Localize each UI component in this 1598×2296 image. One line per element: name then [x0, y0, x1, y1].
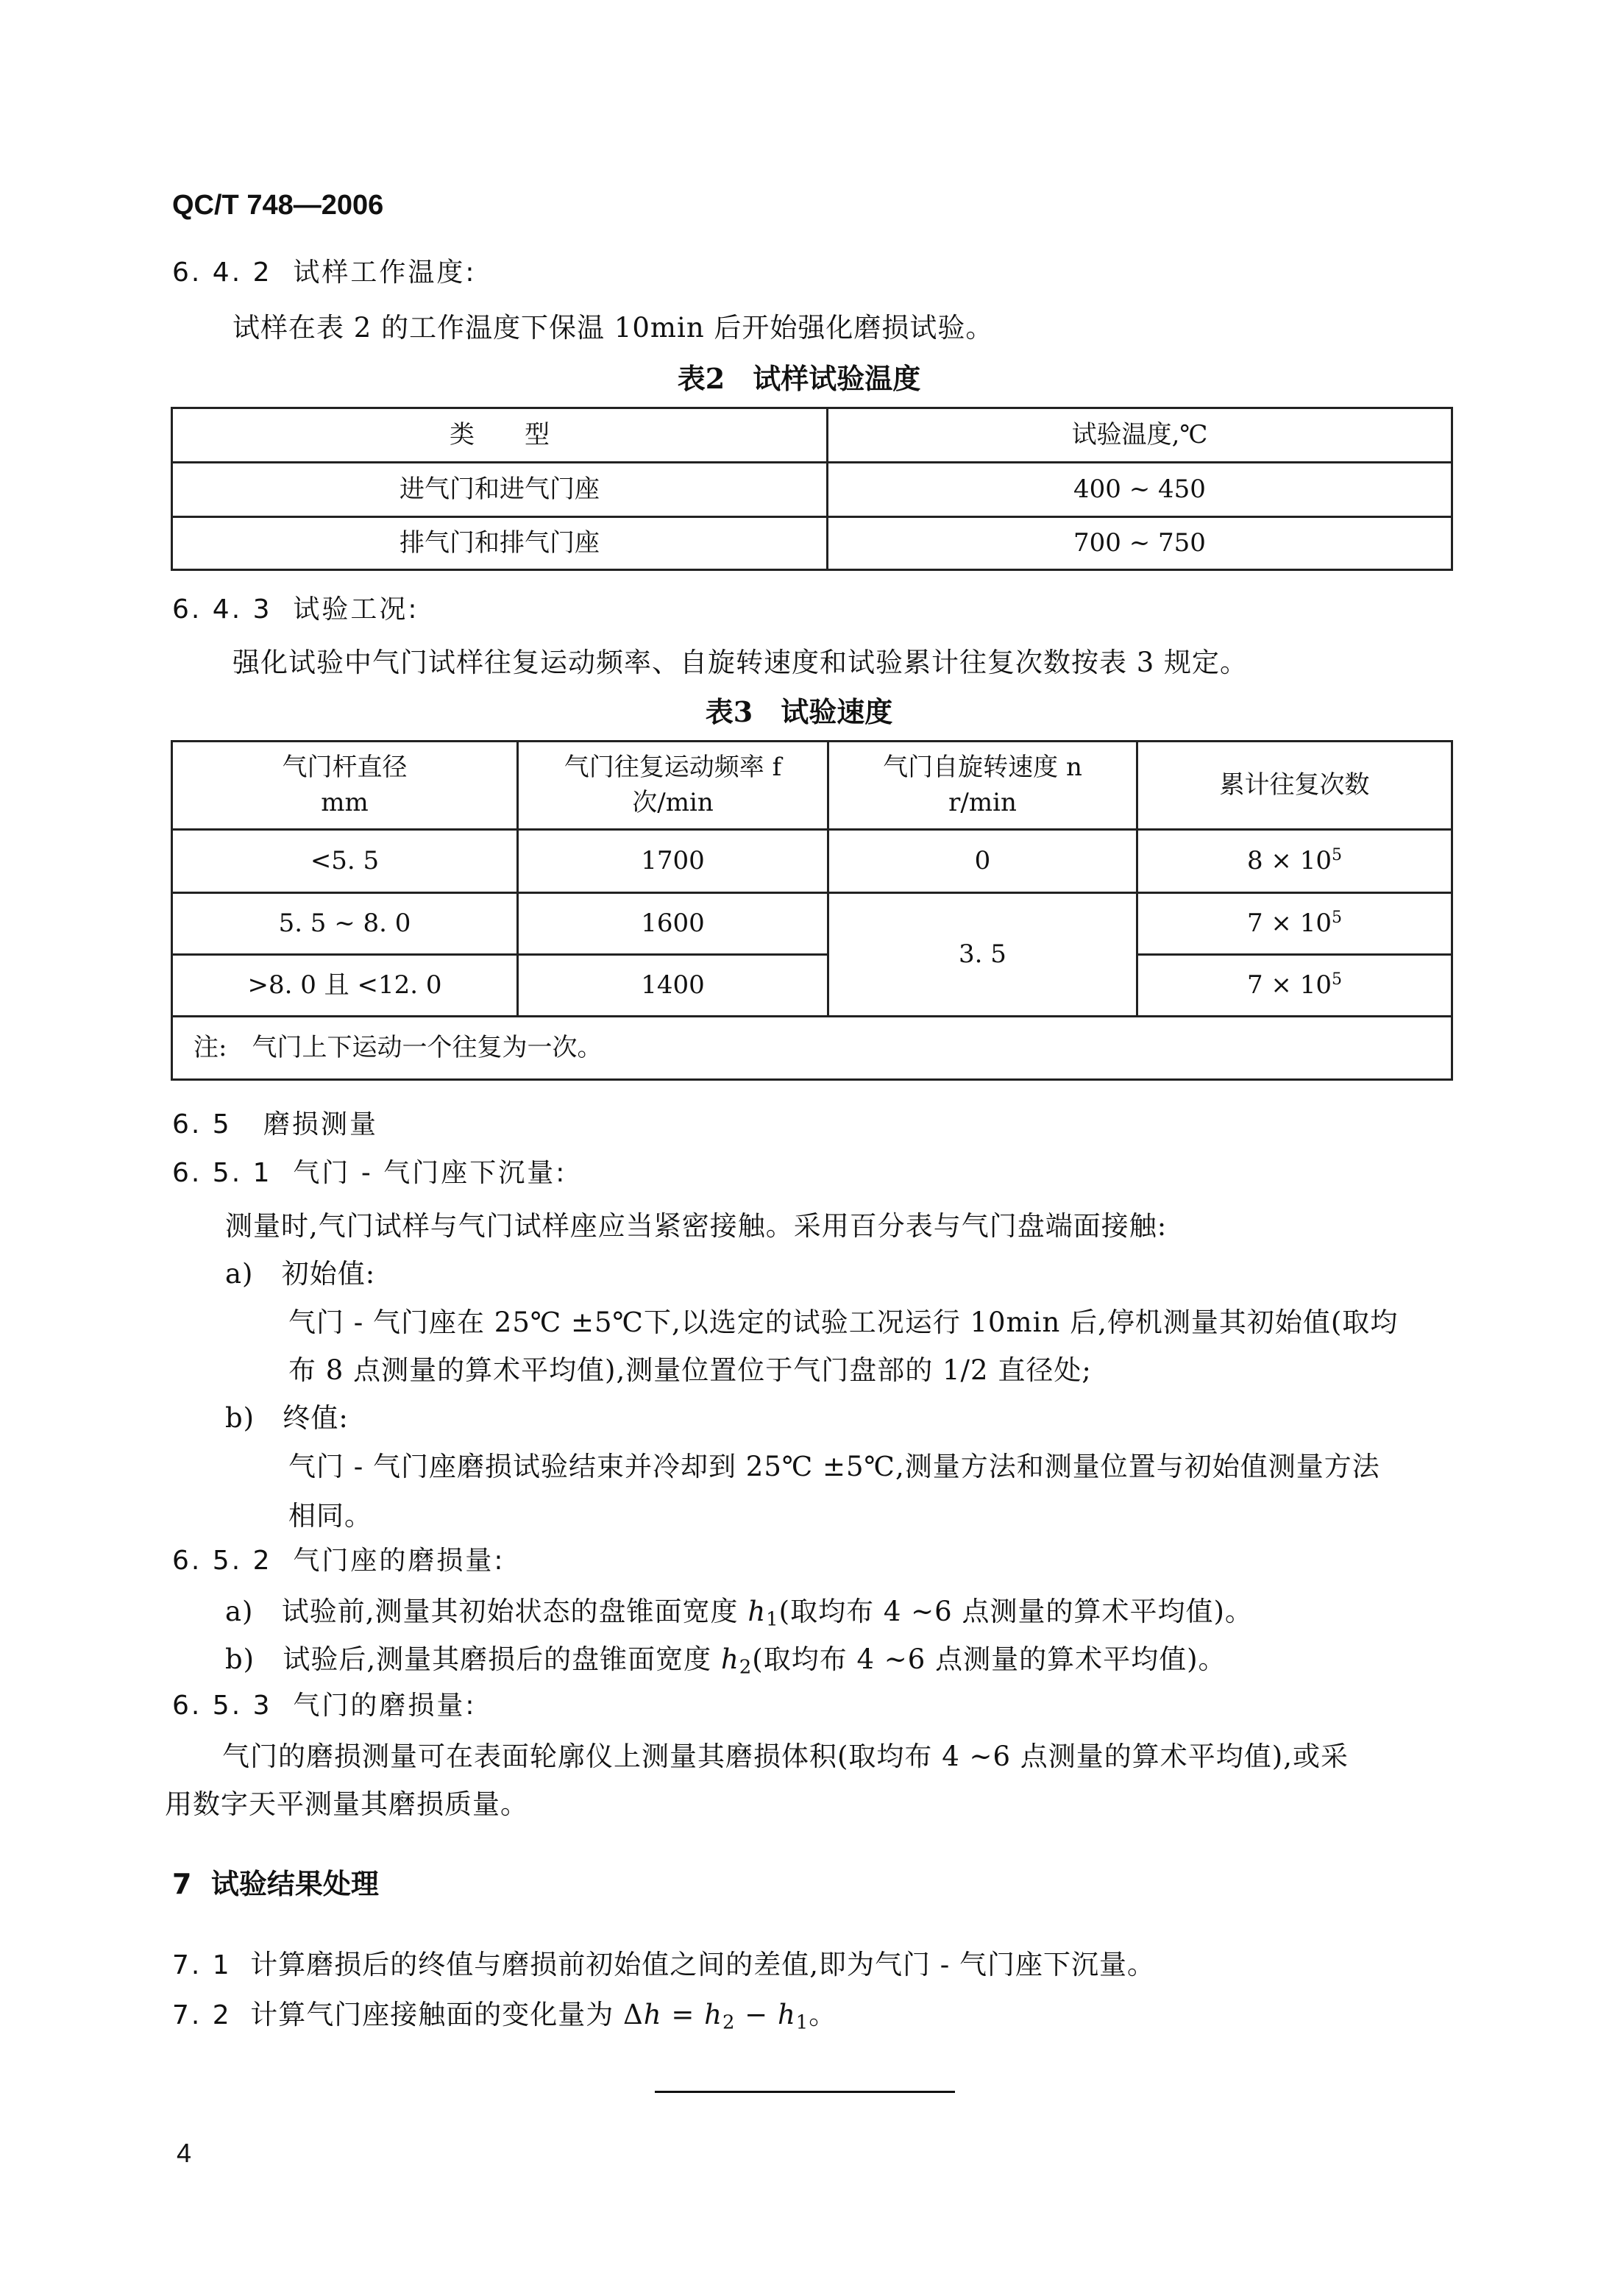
table-cell: 1400: [518, 955, 828, 1017]
table-header-cell: 气门自旋转速度 n r/min: [828, 742, 1137, 830]
section-title: 气门的磨损量:: [293, 1691, 477, 1721]
table-cell: 0: [828, 830, 1137, 893]
table-cell: 1600: [518, 893, 828, 955]
table-header-row: [172, 742, 1452, 830]
section-6-4-2: [172, 252, 477, 289]
table-row: [172, 893, 1452, 955]
section-number: 6. 5. 2: [172, 1546, 272, 1576]
list-title: 终值:: [283, 1402, 349, 1434]
section-6-4-3: [172, 589, 419, 626]
list-title: 初始值:: [281, 1258, 376, 1290]
section-7-2: [172, 1992, 837, 2033]
standard-number: QC/T 748—2006: [172, 190, 384, 221]
paragraph: 强化试验中气门试样往复运动频率、自旋转速度和试验累计往复次数按表 3 规定。: [232, 647, 1249, 678]
list-label: b): [225, 1643, 255, 1675]
table-header-row: [172, 408, 1452, 463]
footer-rule: [655, 2091, 955, 2093]
section-title: 气门座的磨损量:: [293, 1546, 505, 1576]
section-number: 6. 5. 3: [172, 1691, 272, 1721]
list-label: a): [225, 1258, 254, 1290]
section-title: 气门 - 气门座下沉量:: [293, 1158, 567, 1188]
formula-text: 计算气门座接触面的变化量为 $\Delta h = h_2 - h_1$。: [250, 1999, 837, 2034]
paragraph: 气门的磨损测量可在表面轮廓仪上测量其磨损体积(取均布 4 ~6 点测量的算术平均值),或采: [222, 1741, 1349, 1772]
table-cell: 排气门和排气门座: [172, 517, 828, 570]
section-title: 磨损测量: [263, 1109, 379, 1140]
table-cell: 5. 5 ~ 8. 0: [172, 893, 518, 955]
table2-caption: 表2 试样试验温度: [677, 362, 921, 395]
section-number: 7: [172, 1868, 192, 1900]
paragraph: 气门 - 气门座在 25℃ ±5℃下,以选定的试验工况运行 10min 后,停机测量其初始值(取均: [288, 1307, 1399, 1338]
paragraph: 相同。: [288, 1500, 372, 1532]
list-label: b): [225, 1402, 255, 1434]
table-header-cell: 试验温度,℃: [828, 408, 1452, 463]
paragraph: 布 8 点测量的算术平均值),测量位置位于气门盘部的 1/2 直径处;: [288, 1354, 1092, 1386]
table-row: [172, 463, 1452, 517]
paragraph: 计算磨损后的终值与磨损前初始值之间的差值,即为气门 - 气门座下沉量。: [250, 1949, 1156, 1980]
table-row: [172, 955, 1452, 1017]
list-item-b: b) 试验后,测量其磨损后的盘锥面宽度 $h_2$(取均布 4 ~6 点测量的算术平均值)。: [225, 1643, 1226, 1679]
table-cell: 400 ~ 450: [828, 463, 1452, 517]
table-cell: $8 \times 10^5$: [1137, 830, 1452, 893]
list-item-a: a) 试验前,测量其初始状态的盘锥面宽度 $h_1$(取均布 4 ~6 点测量的算术平均值)。: [225, 1596, 1253, 1631]
table-header-cell: 气门往复运动频率 f 次/min: [518, 742, 828, 830]
table-note: 注: 气门上下运动一个往复为一次。: [172, 1017, 1452, 1080]
table-cell: 进气门和进气门座: [172, 463, 828, 517]
section-7: [172, 1861, 379, 1902]
section-title: 试样工作温度:: [293, 257, 477, 288]
table-note-row: [172, 1017, 1452, 1080]
table-header-cell: 累计往复次数: [1137, 742, 1452, 830]
section-6-5-2: [172, 1540, 505, 1577]
section-title: 试验结果处理: [210, 1868, 379, 1900]
paragraph: 测量时,气门试样与气门试样座应当紧密接触。采用百分表与气门盘端面接触:: [225, 1210, 1168, 1242]
table-cell: 700 ~ 750: [828, 517, 1452, 570]
table-cell: $7 \times 10^5$: [1137, 955, 1452, 1017]
paragraph: 气门 - 气门座磨损试验结束并冷却到 25℃ ±5℃,测量方法和测量位置与初始值测量方法: [288, 1451, 1380, 1482]
section-number: 6. 4. 3: [172, 594, 272, 625]
table3-caption: 表3 试验速度: [705, 695, 893, 728]
section-number: 7. 2: [172, 2000, 232, 2030]
section-6-5-3: [172, 1685, 477, 1722]
table-cell: >8. 0 且 <12. 0: [172, 955, 518, 1017]
paragraph: 试样在表 2 的工作温度下保温 10min 后开始强化磨损试验。: [232, 312, 994, 344]
section-6-5-1: [172, 1152, 567, 1190]
list-label: a): [225, 1596, 254, 1627]
table-cell: 3. 5: [828, 893, 1137, 1017]
section-number: 6. 4. 2: [172, 257, 272, 288]
table-header-cell: 类 型: [172, 408, 828, 463]
section-number: 6. 5: [172, 1109, 232, 1140]
section-number: 7. 1: [172, 1950, 232, 1980]
list-item-b: [225, 1396, 349, 1435]
section-6-5: [172, 1103, 378, 1141]
table-cell: 1700: [518, 830, 828, 893]
section-number: 6. 5. 1: [172, 1158, 272, 1188]
table3: [171, 740, 1453, 1081]
table-header-cell: 气门杆直径 mm: [172, 742, 518, 830]
table2: [171, 407, 1453, 571]
page-number: 4: [177, 2138, 192, 2168]
table-cell: $7 \times 10^5$: [1137, 893, 1452, 955]
section-7-1: [172, 1942, 1155, 1982]
paragraph: 用数字天平测量其磨损质量。: [165, 1788, 528, 1820]
table-row: [172, 517, 1452, 570]
section-title: 试验工况:: [293, 594, 419, 625]
list-item-a: [225, 1251, 375, 1291]
table-cell: <5. 5: [172, 830, 518, 893]
table-row: [172, 830, 1452, 893]
